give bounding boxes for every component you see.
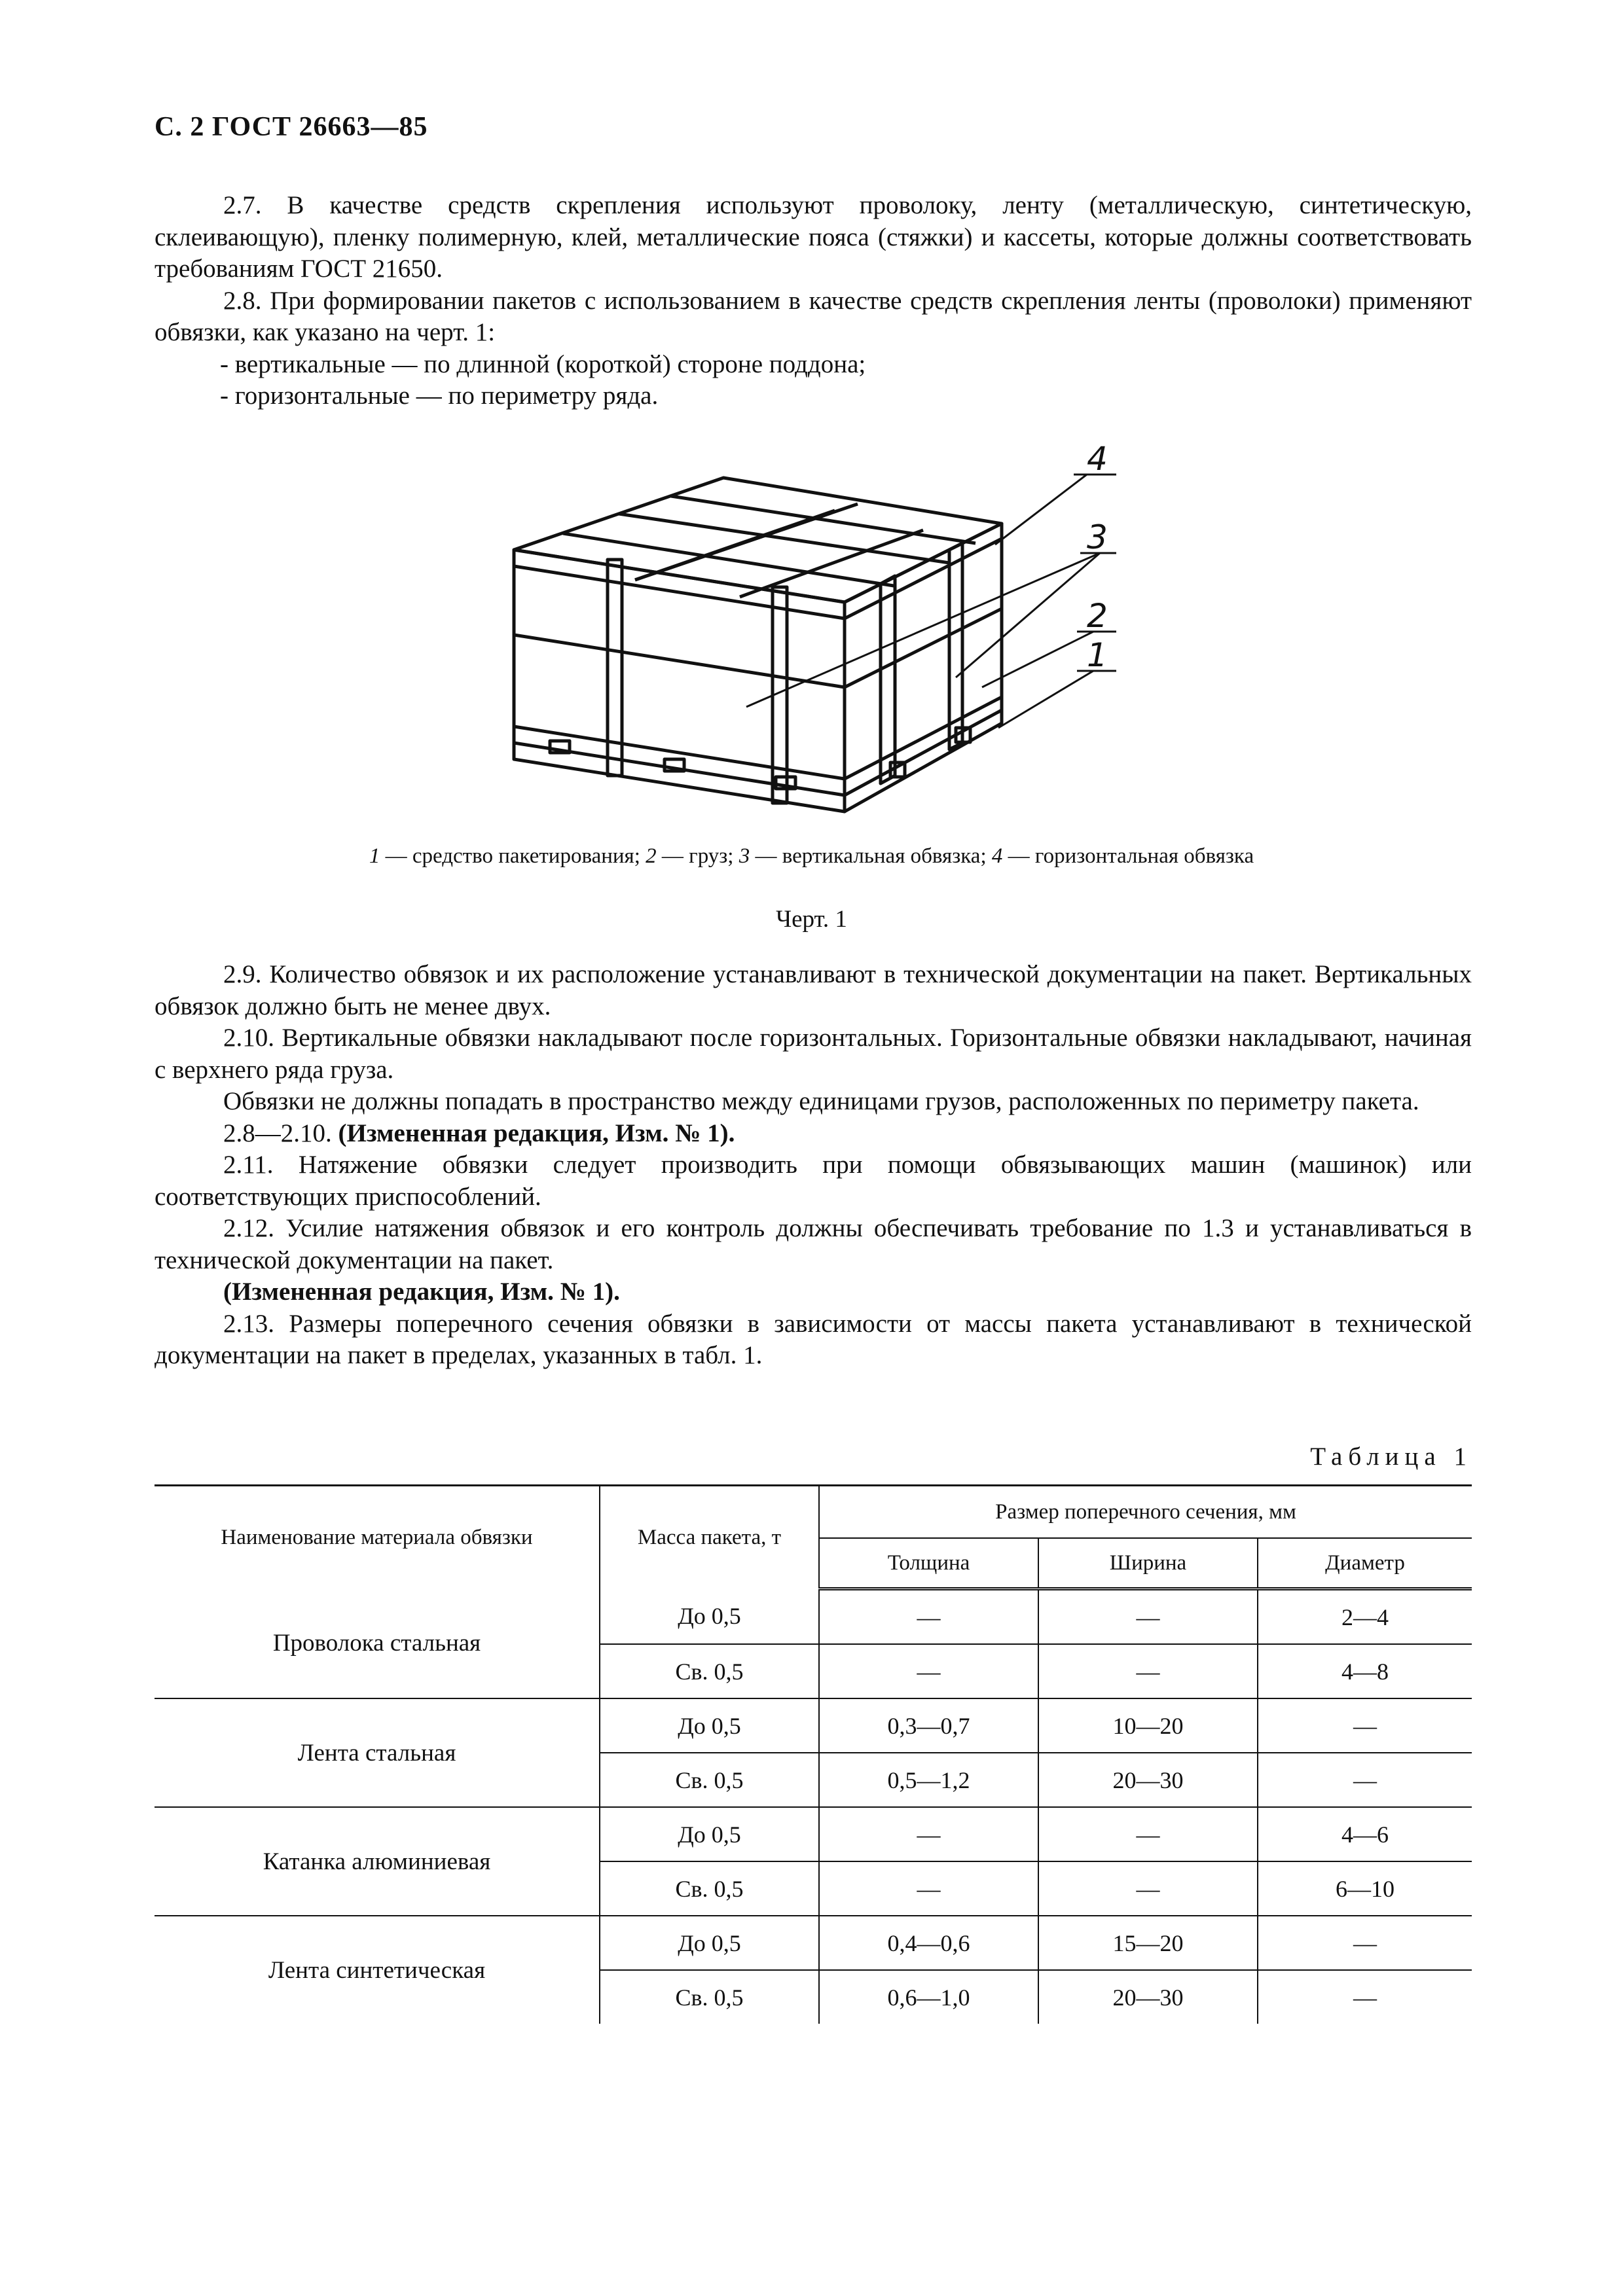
figure-title: Черт. 1 (776, 906, 847, 933)
table-row: Св. 0,5 — — 4—8 (155, 1644, 1472, 1698)
table-row: Лента синтетическая До 0,5 0,4—0,6 15—20 — (155, 1916, 1472, 1970)
table-1 (155, 1484, 1472, 2024)
figure-drawing (504, 445, 1133, 831)
text-block-top (155, 190, 1472, 412)
table-row: Проволока стальная До 0,5 — — 2—4 (155, 1589, 1472, 1645)
label-3: 3 (1087, 518, 1108, 556)
header-width: Ширина (1038, 1538, 1258, 1589)
edit-note-2: (Измененная редакция, Изм. № 1). (223, 1278, 620, 1306)
paragraph-straps-note: Обвязки не должны попадать в пространство между единицами грузов, расположенных по периметру пакета. (223, 1087, 1419, 1115)
text-block-bottom (155, 959, 1472, 1372)
header-material: Наименование материала обвязки (155, 1486, 600, 1589)
top-face (514, 478, 1002, 602)
paragraph-2-7: 2.7. В качестве средств скрепления используют проволоку, ленту (металлическую, синтетическую, склеивающую), пленку полимерную, клей, металлические пояса (стяжки) и кассеты, которые должны соответствовать требованиям ГОСТ 21650. (155, 191, 1472, 283)
label-4: 4 (1087, 445, 1108, 478)
figure-caption: 1 — средство пакетирования; 2 — груз; 3 — вертикальная обвязка; 4 — горизонтальная обвязка (369, 844, 1254, 868)
paragraph-2-10: 2.10. Вертикальные обвязки накладывают после горизонтальных. Горизонтальные обвязки накладывают, начиная с верхнего ряда груза. (155, 1024, 1472, 1084)
table-row: Лента стальная До 0,5 0,3—0,7 10—20 — (155, 1698, 1472, 1753)
table-row: Катанка алюминиевая До 0,5 — — 4—6 (155, 1807, 1472, 1861)
list-item-vertical: - вертикальные — по длинной (короткой) стороне поддона; (220, 350, 866, 378)
paragraph-2-9: 2.9. Количество обвязок и их расположение устанавливают в технической документации на пакет. Вертикальных обвязок должно быть не менее двух. (155, 960, 1472, 1020)
header-size: Размер поперечного сечения, мм (819, 1486, 1472, 1539)
paragraph-2-11: 2.11. Натяжение обвязки следует производить при помощи обвязывающих машин (машинок) или соответствующих приспособлений. (155, 1151, 1472, 1211)
table-row: Св. 0,5 — — 6—10 (155, 1861, 1472, 1916)
label-1: 1 (1087, 636, 1108, 674)
paragraph-2-13: 2.13. Размеры поперечного сечения обвязки в зависимости от массы пакета устанавливают в технической документации на пакет в пределах, указанных в табл. 1. (155, 1309, 1472, 1369)
table-row: Св. 0,5 0,5—1,2 20—30 — (155, 1753, 1472, 1807)
list-item-horizontal: - горизонтальные — по периметру ряда. (220, 382, 659, 410)
header-mass: Масса пакета, т (600, 1486, 819, 1589)
label-2: 2 (1087, 597, 1108, 635)
page-header: С. 2 ГОСТ 26663—85 (155, 112, 428, 142)
paragraph-2-12: 2.12. Усилие натяжения обвязок и его контроль должны обеспечивать требование по 1.3 и устанавливаться в технической документации на пакет. (155, 1214, 1472, 1274)
paragraph-2-8: 2.8. При формировании пакетов с использованием в качестве средств скрепления ленты (проволоки) применяют обвязки, как указано на черт. 1: (155, 286, 1472, 346)
table-row: Св. 0,5 0,6—1,0 20—30 — (155, 1970, 1472, 2024)
edit-note-1: 2.8—2.10. (Измененная редакция, Изм. № 1). (223, 1119, 735, 1147)
header-thickness: Толщина (819, 1538, 1038, 1589)
header-diameter: Диаметр (1258, 1538, 1472, 1589)
table-title: Таблица 1 (1310, 1443, 1472, 1471)
